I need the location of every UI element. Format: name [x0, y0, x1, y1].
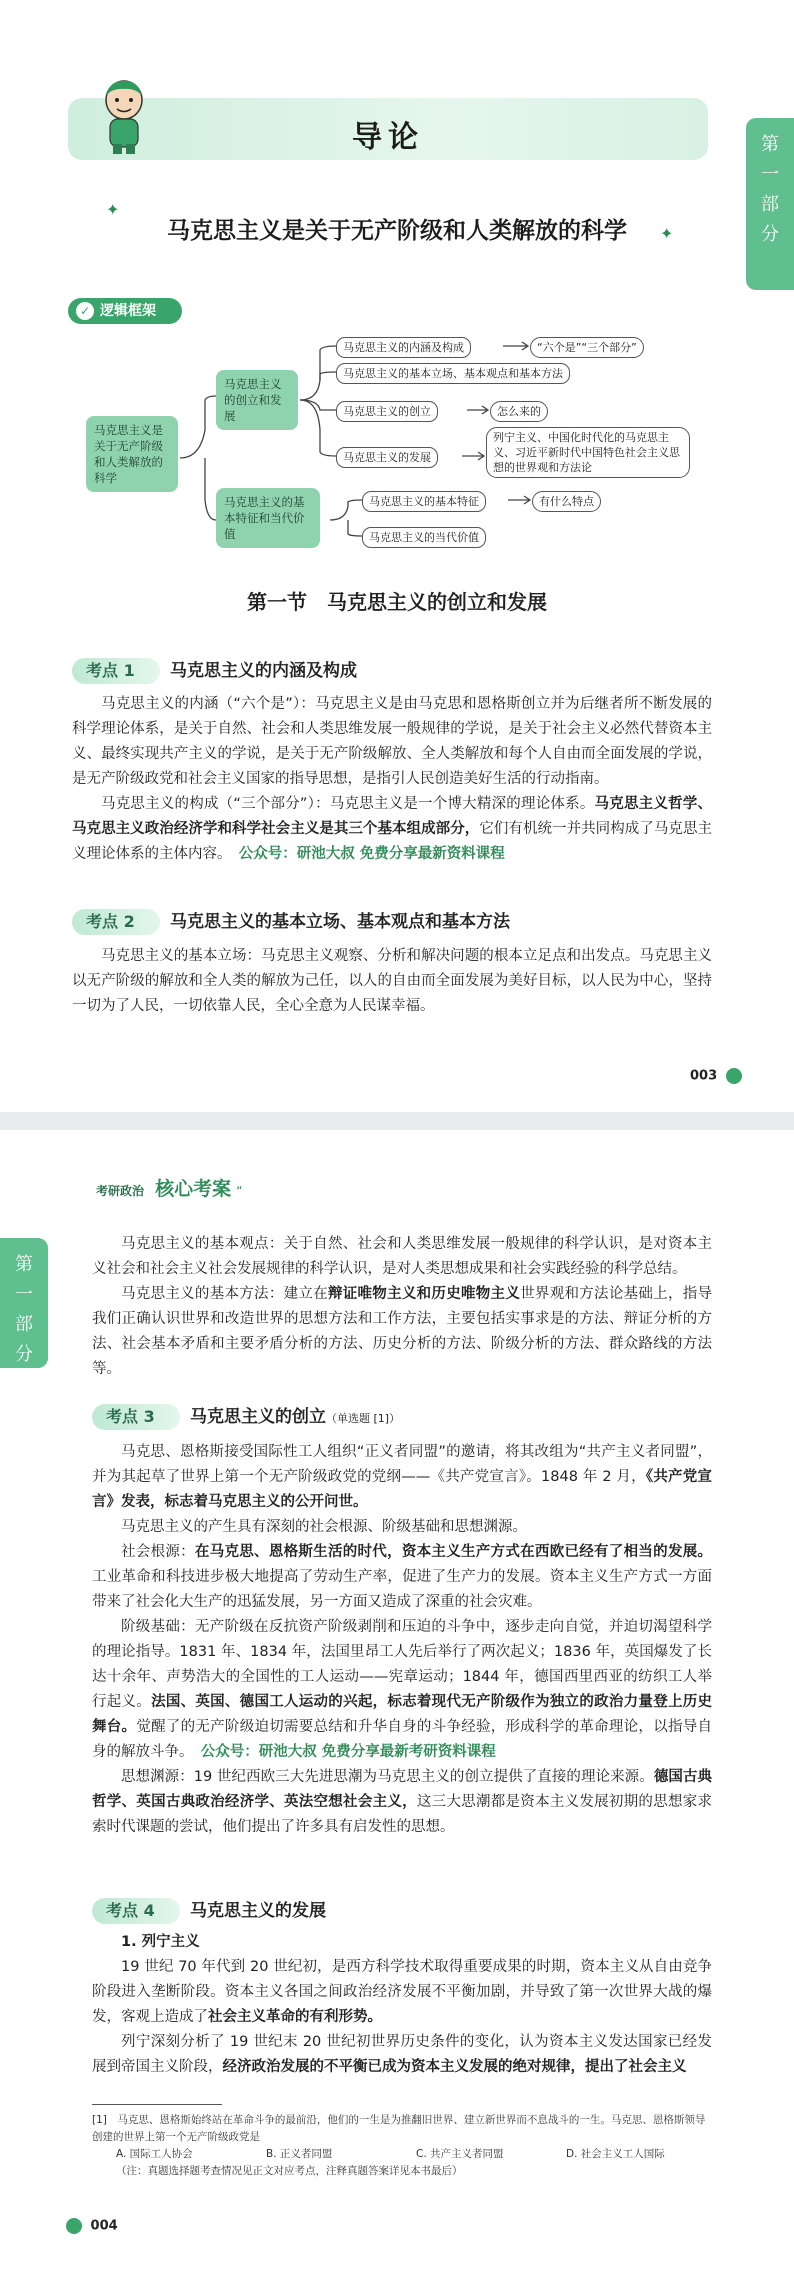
check-icon: ✓: [76, 302, 94, 320]
kaodian-3-p5-bold: 德国古典哲学、英国古典政治经济学、英法空想社会主义，: [92, 1769, 712, 1810]
mindmap-branch-founding: [216, 370, 298, 430]
footnote-option-c: C. 共产主义者同盟: [416, 2148, 504, 2160]
page-003: [0, 0, 794, 1112]
promo-text: 公众号：研池大叔 免费分享最新考研资料课程: [200, 1744, 496, 1760]
kaodian-3-p5-lead: 思想渊源：19 世纪西欧三大先进思潮为马克思主义的创立提供了直接的理论来源。: [121, 1769, 654, 1785]
sparkle-icon: ✦: [660, 224, 674, 243]
page-number-004: [66, 2218, 118, 2234]
kaodian-3-p4: [92, 1615, 712, 1765]
footnote-question: [1] 马克思、恩格斯始终站在革命斗争的最前沿，他们的一生是为推翻旧世界、建立新世界而不息战斗的一生。马克思、恩格斯领导创建的世界上第一个无产阶级政党是: [92, 2114, 706, 2143]
footnote-option-a: A. 国际工人协会: [116, 2148, 193, 2160]
chapter-subtitle: 马克思主义是关于无产阶级和人类解放的科学: [167, 218, 627, 244]
kaodian-3-p5-tail: 这三大思潮都是资本主义发展初期的思想家求索时代课题的尝试，他们提出了许多具有启发性的思想。: [92, 1794, 713, 1835]
kaodian-3-p1-bold: 《共产党宣言》发表，标志着马克思主义的公开问世。: [92, 1469, 712, 1510]
sparkle-icon: ✦: [106, 200, 120, 219]
kaodian-1-body: [72, 692, 712, 867]
kaodian-3-label: 考点 3: [92, 1404, 180, 1430]
kaodian-1-composition: [72, 792, 712, 867]
footnote-options: [92, 2146, 712, 2163]
kaodian-3-p3-lead: 社会根源：: [121, 1544, 195, 1560]
kaodian-3-p4-lead: 阶级基础：无产阶级在反抗资产阶级剥削和压迫的斗争中，逐步走向自觉，并迫切渴望科学的理论指导。1831 年、1834 年，法国里昂工人先后举行了两次起义；1836 年，英国爆发了长达十余年、声势浩大的全国性的工人运动——宪章运动；1844 年，德国西里西亚的纺织工人举行起义。: [92, 1619, 712, 1710]
page-number-003: [690, 1068, 742, 1084]
footnote-note: （注：真题选择题考查情况见正文对应考点，注释真题答案详见本书最后）: [116, 2165, 463, 2177]
kaodian-3-note: （单选题 [1]）: [326, 1412, 401, 1425]
header-big: 核心考案: [155, 1178, 232, 1200]
running-header: [96, 1174, 242, 1201]
kaodian-1-label: 考点 1: [72, 658, 160, 684]
kaodian-3-p1-lead: 马克思、恩格斯接受国际性工人组织“正义者同盟”的邀请，将其改组为“共产主义者同盟”，并为其起草了世界上第一个无产阶级政党的党纲——《共产党宣言》。1848 年 2 月，: [92, 1444, 712, 1485]
mindmap-note-leninism: 列宁主义、中国化时代化的马克思主义、习近平新时代中国特色社会主义思想的世界观和方法论: [486, 427, 690, 478]
kaodian-4-p1-lead: 19 世纪 70 年代到 20 世纪初，是西方科学技术取得重要成果的时期，资本主义从自由竞争阶段进入垄断阶段。资本主义各国之间政治经济发展不平衡加剧，并导致了第一次世界大战的爆发，客观上造成了: [92, 1959, 712, 2025]
kaodian-4-p2-bold: 经济政治发展的不平衡已成为资本主义发展的绝对规律，提出了社会主义: [222, 2059, 687, 2075]
kaodian-1-composition-lead: 马克思主义的构成（“三个部分”）：马克思主义是一个博大精深的理论体系。: [101, 796, 595, 812]
kaodian-3-p3: [92, 1540, 712, 1615]
kaodian-2-body: [72, 944, 712, 1019]
part-side-tab-label: 第一部分: [15, 1254, 33, 1365]
basic-method-lead: 马克思主义的基本方法：建立在: [121, 1286, 328, 1302]
chapter-title: 导论: [352, 120, 424, 155]
kaodian-3-p5: [92, 1765, 712, 1840]
page-004: [0, 1130, 794, 2291]
kaodian-4-body: [92, 1930, 712, 2080]
mascot-mini-icon: [66, 2218, 82, 2234]
mindmap-leaf-development: 马克思主义的发展: [336, 447, 438, 468]
kaodian-1-composition-bold: 马克思主义哲学、马克思主义政治经济学和科学社会主义是其三个基本组成部分，: [72, 796, 712, 837]
kaodian-2-label: 考点 2: [72, 909, 160, 935]
mindmap-note-origin: 怎么来的: [490, 401, 548, 422]
logic-framework-text: 逻辑框架: [100, 303, 156, 319]
kaodian-4-subheading: 1. 列宁主义: [121, 1934, 200, 1950]
kaodian-2-title: 马克思主义的基本立场、基本观点和基本方法: [170, 912, 510, 932]
mindmap-leaf-stance: 马克思主义的基本立场、基本观点和基本方法: [336, 363, 570, 384]
mindmap-root-text: 马克思主义是关于无产阶级和人类解放的科学: [94, 423, 163, 485]
kaodian-3-title-text: 马克思主义的创立: [190, 1407, 326, 1427]
mindmap-leaf-connotation: 马克思主义的内涵及构成: [336, 337, 471, 358]
kaodian-3-body: [92, 1440, 712, 1840]
kaodian-3-p3-tail: 工业革命和科技进步极大地提高了劳动生产率，促进了生产力的发展。资本主义生产方式一方面带来了社会化大生产的迅猛发展，另一方面又造成了深重的社会灾难。: [92, 1569, 712, 1610]
section-title: 第一节 马克思主义的创立和发展: [247, 590, 547, 614]
footnote-divider: [92, 2104, 222, 2105]
header-small: 考研政治: [96, 1184, 145, 1198]
kaodian-3-p1: [92, 1440, 712, 1515]
kaodian-3-p4-tail: 觉醒了的无产阶级迫切需要总结和升华自身的斗争经验，形成科学的革命理论，以指导自身的解放斗争。: [92, 1719, 713, 1760]
kaodian-1-composition-tail: 它们有机统一并共同构成了马克思主义理论体系的主体内容。: [72, 821, 713, 862]
kaodian-2-stance: 马克思主义的基本立场：马克思主义观察、分析和解决问题的根本立足点和出发点。马克思主义以无产阶级的解放和全人类的解放为己任，以人的自由而全面发展为美好目标，以人民为中心，坚持一切为了人民，一切依靠人民，全心全意为人民谋幸福。: [72, 948, 712, 1014]
page-number-text: 004: [90, 2218, 118, 2234]
basic-method-bold: 辩证唯物主义和历史唯物主义: [327, 1286, 521, 1302]
footnote-option-d: D. 社会主义工人国际: [566, 2148, 665, 2160]
kaodian-2-heading: [72, 907, 712, 937]
kaodian-3-p3-bold: 在马克思、恩格斯生活的时代，资本主义生产方式在西欧已经有了相当的发展。: [194, 1544, 713, 1560]
part-side-tab-label: 第一部分: [761, 134, 779, 245]
basic-method-tail: 世界观和方法论基础上，指导我们正确认识世界和改造世界的思想方法和工作方法，主要包括实事求是的方法、辩证分析的方法、社会基本矛盾和主要矛盾分析的方法、历史分析的方法、阶级分析的方法、群众路线的方法等。: [92, 1286, 713, 1377]
mindmap-note-features: 有什么特点: [532, 491, 601, 512]
kaodian-1-connotation: 马克思主义的内涵（“六个是”）：马克思主义是由马克思和恩格斯创立并为后继者所不断发展的科学理论体系，是关于自然、社会和人类思维发展一般规律的学说，是关于社会主义必然代替资本主义、最终实现共产主义的学说，是关于无产阶级解放、全人类解放和每个人自由而全面发展的学说，是无产阶级政党和社会主义国家的指导思想，是指引人民创造美好生活的行动指南。: [72, 696, 712, 787]
kaodian-4-p1: [92, 1955, 712, 2030]
footnote-option-b: B. 正义者同盟: [266, 2148, 333, 2160]
mascot-mini-icon: [726, 1068, 742, 1084]
mindmap-leaf-founding: 马克思主义的创立: [336, 401, 438, 422]
page-number-text: 003: [690, 1068, 718, 1084]
promo-text: 公众号：研池大叔 免费分享最新资料课程: [238, 846, 505, 862]
kaodian-1-title: 马克思主义的内涵及构成: [170, 661, 357, 681]
basic-method-paragraph: [92, 1282, 712, 1382]
basic-views-methods: [92, 1232, 712, 1382]
part-side-tab: [0, 1238, 48, 1368]
kaodian-3-p4-bold: 法国、英国、德国工人运动的兴起，标志着现代无产阶级作为独立的政治力量登上历史舞台。: [92, 1694, 713, 1735]
kaodian-4-heading: [92, 1896, 712, 1926]
mindmap-root: [86, 416, 178, 492]
kaodian-4-p2: [92, 2030, 712, 2080]
mindmap-leaf-value: 马克思主义的当代价值: [362, 527, 486, 548]
kaodian-3-title: [190, 1404, 400, 1432]
kaodian-4-label: 考点 4: [92, 1898, 180, 1924]
kaodian-1-heading: [72, 656, 672, 686]
kaodian-4-p1-bold: 社会主义革命的有利形势。: [208, 2009, 382, 2025]
basic-views-paragraph: 马克思主义的基本观点：关于自然、社会和人类思维发展一般规律的科学认识，是对资本主义社会和社会主义社会发展规律的科学认识，是对人类思想成果和社会实践经验的科学总结。: [92, 1236, 712, 1277]
mindmap-note-six-three: “六个是”“三个部分”: [530, 337, 644, 358]
footnote: [92, 2112, 712, 2180]
kaodian-3-p2: 马克思主义的产生具有深刻的社会根源、阶级基础和思想渊源。: [121, 1519, 527, 1535]
kaodian-3-heading: [92, 1402, 712, 1432]
quote-icon: “: [236, 1184, 243, 1198]
kaodian-4-title: 马克思主义的发展: [190, 1901, 326, 1921]
mindmap-branch-founding-text: 马克思主义的创立和发展: [224, 377, 282, 423]
mindmap-leaf-features: 马克思主义的基本特征: [362, 491, 486, 512]
mindmap-branch-features-text: 马克思主义的基本特征和当代价值: [224, 495, 305, 541]
mindmap-branch-features: [216, 488, 320, 548]
kaodian-4-p2-lead: 列宁深刻分析了 19 世纪末 20 世纪初世界历史条件的变化，认为资本主义发达国家已经发展到帝国主义阶段，: [92, 2034, 712, 2075]
